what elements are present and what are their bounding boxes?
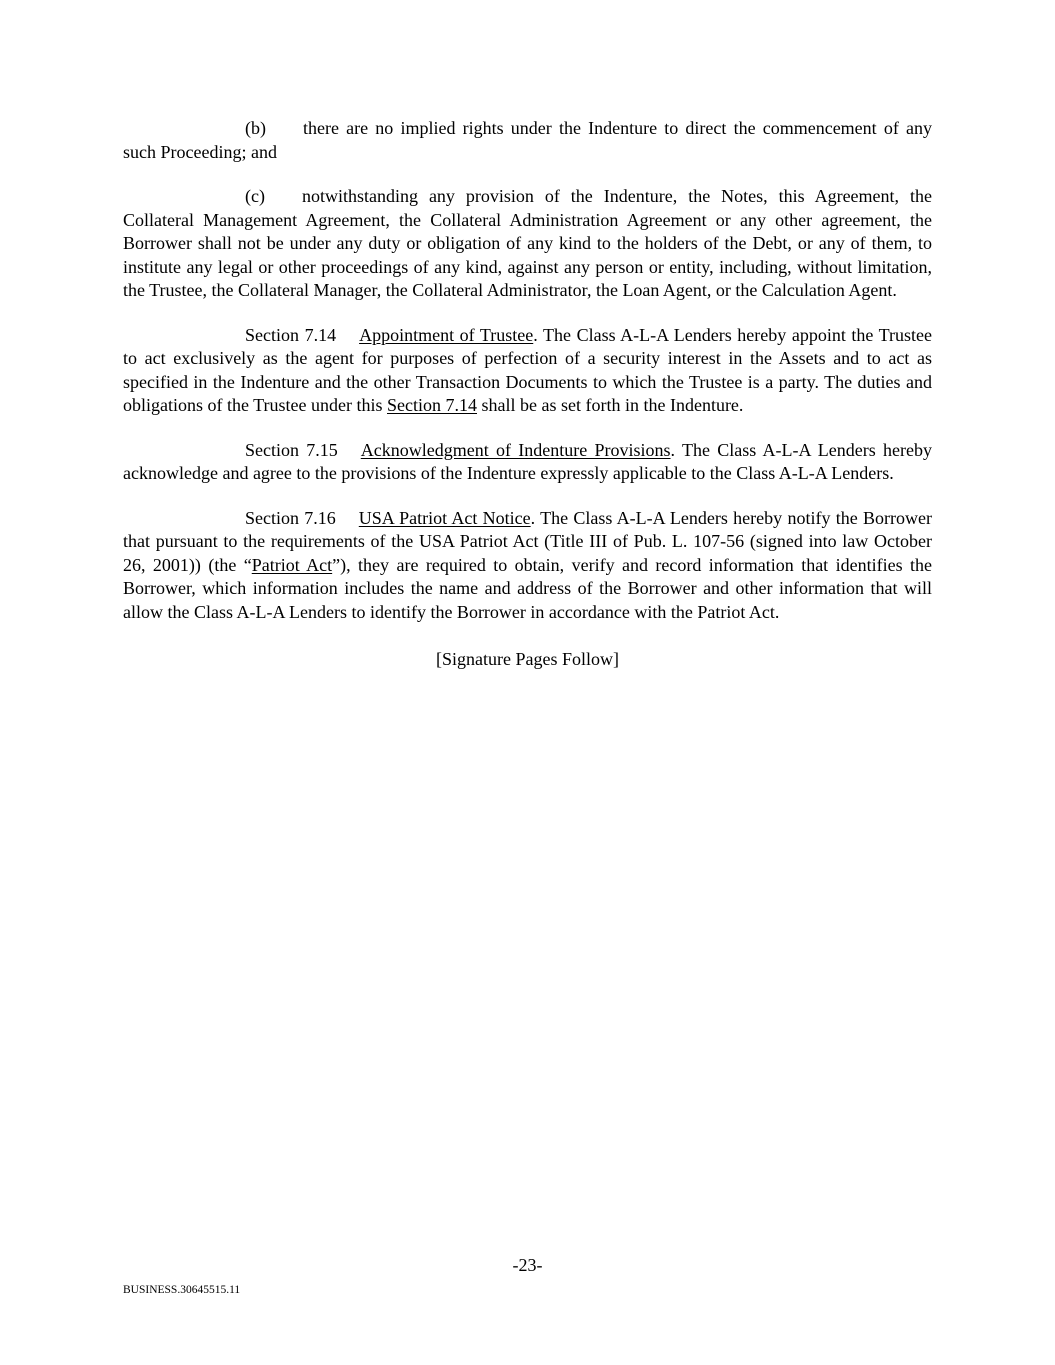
underlined-text: Patriot Act [251,554,333,575]
section-7-14 [123,324,932,418]
section-7-16 [123,507,932,625]
text-run: notwithstanding any provision of the Indenture, the Notes, this Agreement, the Collateral Management Agreement, the Collateral Administration Agreement or any other agreement, the Borrower shall not be under any duty or obligation of any kind to the holders of the Debt, or any of them, to institute any legal or other proceedings of any kind, against any person or entity, including, without limitation, the Trustee, the Collateral Manager, the Collateral Administrator, the Loan Agent, or the Calculation Agent. [123,186,932,300]
text-run: Section 7.14 [245,324,337,345]
clause-b [123,117,932,164]
document-id-footer: BUSINESS.30645515.11 [123,1284,241,1296]
text-run: ”), they are required to obtain, verify and record information that identifies the Borrower, which information includes the name and address of the Borrower and other information that will allow the Class A-L-A Lenders to identify the Borrower in accordance with the Patriot Act. [123,554,932,622]
text-run: shall be as set forth in the Indenture. [477,395,744,415]
signature-pages-note [123,648,932,672]
text-run: Section 7.15 [245,439,338,460]
clause-c [123,185,932,303]
document-body [123,117,932,693]
text-run: . The Class A-L-A Lenders hereby acknowledge and agree to the provisions of the Indenture expressly applicable to the Class A-L-A Lenders. [123,439,932,483]
underlined-text: USA Patriot Act Notice [358,507,531,528]
text-run: . The Class A-L-A Lenders hereby appoint the Trustee to act exclusively as the agent for purposes of perfection of a security interest in the Assets and to act as specified in the Indenture and the other Transaction Documents to which the Trustee is a party. The duties and obligations of the Trustee under this [123,324,932,415]
underlined-text: Appointment of Trustee [359,324,534,345]
underlined-text: Section 7.14 [387,395,477,415]
text-run: . The Class A-L-A Lenders hereby notify the Borrower that pursuant to the requirements of the USA Patriot Act (Title III of Pub. L. 107-56 (signed into law October 26, 2001)) (the “ [123,507,932,575]
text-run: (c) [245,186,265,206]
text-run: [Signature Pages Follow] [436,649,619,669]
section-7-15 [123,439,932,486]
text-run: (b) [245,118,266,138]
text-run: there are no implied rights under the Indenture to direct the commencement of any such Proceeding; and [123,118,932,162]
underlined-text: Acknowledgment of Indenture Provisions [360,439,671,460]
page-number: -23- [512,1255,543,1275]
text-run: Section 7.16 [245,507,336,528]
